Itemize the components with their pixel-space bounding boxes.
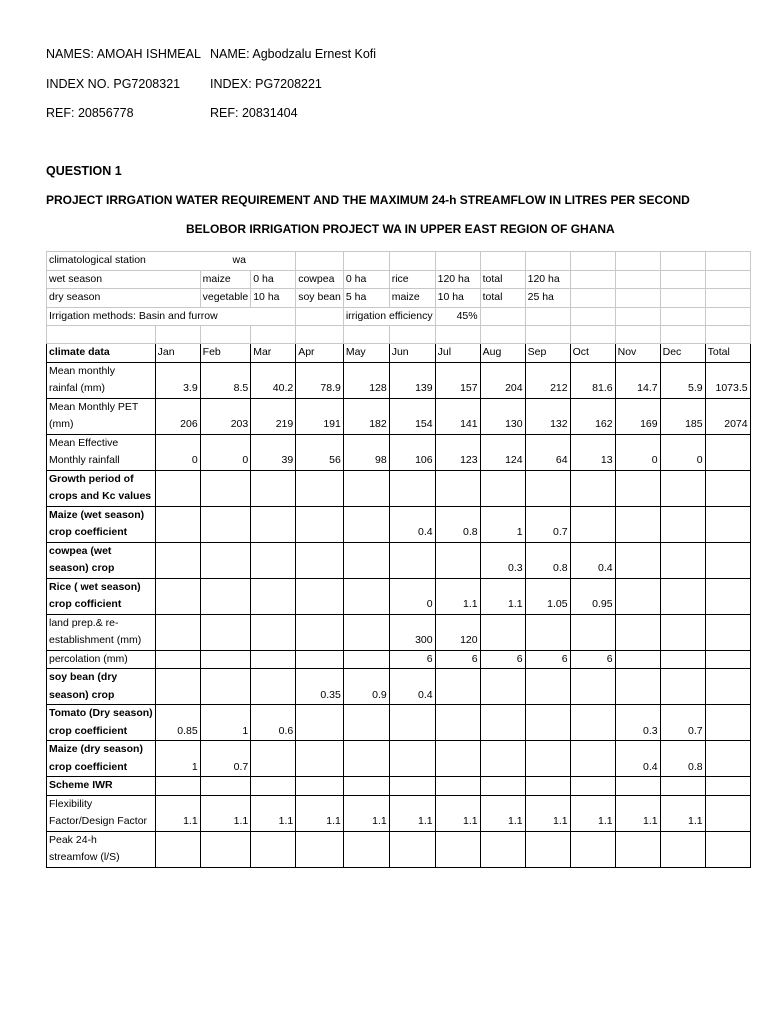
row-label-line2: crop cofficient — [47, 596, 156, 614]
row-label-line2: establishment (mm) — [47, 632, 156, 650]
table-cell: 0.3 — [480, 542, 525, 578]
dry-area-maize: 10 ha — [435, 289, 480, 308]
table-cell: 300 — [389, 614, 435, 650]
table-cell — [389, 470, 435, 506]
table-cell: 0 — [155, 434, 200, 470]
irrigation-method: Irrigation methods: Basin and furrow — [47, 307, 296, 326]
table-cell — [296, 777, 344, 796]
table-cell: 6 — [480, 650, 525, 669]
info-row-station — [47, 252, 751, 271]
table-cell: 1.1 — [660, 795, 705, 831]
table-cell — [480, 777, 525, 796]
table-cell — [343, 777, 389, 796]
table-cell: 5.9 — [660, 362, 705, 398]
table-cell — [615, 669, 660, 705]
table-cell — [343, 470, 389, 506]
table-row — [47, 831, 751, 849]
table-cell: 40.2 — [251, 362, 296, 398]
table-row — [47, 434, 751, 452]
wet-crop-rice: rice — [389, 270, 435, 289]
table-cell — [343, 578, 389, 614]
table-cell — [660, 578, 705, 614]
table-cell: 64 — [525, 434, 570, 470]
row-label-line2: streamfow (l/S) — [47, 849, 156, 867]
table-cell: 1.1 — [389, 795, 435, 831]
table-cell — [200, 578, 251, 614]
table-cell — [705, 434, 750, 470]
table-cell — [570, 741, 615, 777]
row-label-line2: Monthly rainfall — [47, 452, 156, 470]
station-label: climatological station wa — [47, 252, 296, 271]
student2-index: INDEX: PG7208221 — [210, 77, 322, 91]
table-row — [47, 398, 751, 416]
table-cell: 0.8 — [525, 542, 570, 578]
dry-area-vegetable: 10 ha — [251, 289, 296, 308]
table-cell: 123 — [435, 434, 480, 470]
table-row — [47, 614, 751, 632]
table-cell — [705, 542, 750, 578]
table-cell — [343, 614, 389, 650]
dry-season-label: dry season — [47, 289, 201, 308]
table-cell — [705, 470, 750, 506]
table-cell: 0.4 — [570, 542, 615, 578]
table-cell — [296, 542, 344, 578]
table-cell: 169 — [615, 398, 660, 434]
table-cell — [570, 669, 615, 705]
table-cell — [389, 777, 435, 796]
table-cell — [615, 614, 660, 650]
column-header: Aug — [480, 344, 525, 363]
table-cell — [251, 506, 296, 542]
table-cell: 0.7 — [660, 705, 705, 741]
table-cell: 13 — [570, 434, 615, 470]
table-cell — [660, 650, 705, 669]
table-cell: 8.5 — [200, 362, 251, 398]
table-cell: 56 — [296, 434, 344, 470]
table-row — [47, 578, 751, 596]
table-cell — [705, 669, 750, 705]
wet-total-label: total — [480, 270, 525, 289]
student1-name: NAMES: AMOAH ISHMEAL — [46, 47, 201, 61]
table-cell — [660, 777, 705, 796]
table-cell — [296, 470, 344, 506]
table-cell — [525, 831, 570, 867]
table-cell — [200, 470, 251, 506]
table-cell — [705, 614, 750, 650]
table-cell: 124 — [480, 434, 525, 470]
table-cell — [705, 831, 750, 867]
table-row — [47, 705, 751, 723]
table-cell: 1 — [155, 741, 200, 777]
row-label: Rice ( wet season) — [47, 578, 156, 596]
table-cell — [480, 831, 525, 867]
table-cell — [570, 777, 615, 796]
spacer-row — [47, 326, 751, 344]
table-cell — [705, 795, 750, 831]
table-cell — [705, 506, 750, 542]
table-cell: 157 — [435, 362, 480, 398]
info-row-wet-season — [47, 270, 751, 289]
table-cell: 212 — [525, 362, 570, 398]
row-label: Tomato (Dry season) — [47, 705, 156, 723]
student2-ref: REF: 20831404 — [210, 106, 298, 120]
wet-crop-maize: maize — [200, 270, 251, 289]
row-label: land prep.& re- — [47, 614, 156, 632]
table-cell: 39 — [251, 434, 296, 470]
wet-area-cowpea: 0 ha — [343, 270, 389, 289]
row-label-line2: crop coefficient — [47, 524, 156, 542]
info-row-dry-season — [47, 289, 751, 308]
table-cell — [615, 831, 660, 867]
table-cell — [251, 669, 296, 705]
table-cell — [660, 614, 705, 650]
wet-crop-cowpea: cowpea — [296, 270, 344, 289]
table-cell — [435, 831, 480, 867]
table-cell: 0.4 — [389, 506, 435, 542]
table-cell: 1 — [200, 705, 251, 741]
row-label: Maize (dry season) — [47, 741, 156, 759]
row-label: Scheme IWR — [47, 777, 156, 796]
table-cell: 185 — [660, 398, 705, 434]
table-cell — [615, 470, 660, 506]
table-cell — [615, 777, 660, 796]
table-cell: 130 — [480, 398, 525, 434]
table-row — [47, 650, 751, 669]
table-cell: 0.8 — [435, 506, 480, 542]
table-cell — [296, 831, 344, 867]
row-label: soy bean (dry — [47, 669, 156, 687]
row-label: percolation (mm) — [47, 650, 156, 669]
student2-name: NAME: Agbodzalu Ernest Kofi — [210, 47, 377, 61]
table-cell — [435, 669, 480, 705]
table-cell — [435, 470, 480, 506]
table-cell — [296, 614, 344, 650]
table-cell — [435, 741, 480, 777]
table-cell — [251, 741, 296, 777]
table-cell — [343, 705, 389, 741]
table-cell: 1.1 — [435, 795, 480, 831]
table-cell — [155, 578, 200, 614]
table-cell: 141 — [435, 398, 480, 434]
table-cell: 0.4 — [615, 741, 660, 777]
table-row — [47, 470, 751, 488]
table-cell — [525, 669, 570, 705]
table-cell: 1.1 — [155, 795, 200, 831]
table-cell: 78.9 — [296, 362, 344, 398]
table-cell: 0.9 — [343, 669, 389, 705]
table-cell — [200, 614, 251, 650]
table-cell: 1.1 — [435, 578, 480, 614]
table-row — [47, 506, 751, 524]
table-cell: 162 — [570, 398, 615, 434]
wet-area-rice: 120 ha — [435, 270, 480, 289]
project-subtitle: BELOBOR IRRIGATION PROJECT WA IN UPPER EAST REGION OF GHANA — [186, 222, 615, 236]
column-header: Mar — [251, 344, 296, 363]
table-cell: 6 — [525, 650, 570, 669]
table-cell — [615, 506, 660, 542]
table-cell — [660, 669, 705, 705]
column-header: Oct — [570, 344, 615, 363]
table-cell — [251, 470, 296, 506]
row-label: cowpea (wet — [47, 542, 156, 560]
table-cell — [296, 506, 344, 542]
column-header: climate data — [47, 344, 156, 363]
table-cell — [480, 669, 525, 705]
column-header: Jun — [389, 344, 435, 363]
student1-index: INDEX NO. PG7208321 — [46, 77, 181, 91]
table-cell — [480, 705, 525, 741]
table-cell — [525, 741, 570, 777]
table-cell: 2074 — [705, 398, 750, 434]
table-cell: 0 — [615, 434, 660, 470]
dry-total-value: 25 ha — [525, 289, 570, 308]
row-label-line2: season) crop — [47, 687, 156, 705]
wet-area-maize: 0 ha — [251, 270, 296, 289]
table-cell: 14.7 — [615, 362, 660, 398]
table-cell — [435, 542, 480, 578]
table-cell — [435, 705, 480, 741]
table-cell — [525, 705, 570, 741]
table-cell — [660, 831, 705, 867]
table-cell: 0.85 — [155, 705, 200, 741]
row-label: Flexibility — [47, 795, 156, 813]
table-cell — [525, 614, 570, 650]
table-row — [47, 777, 751, 796]
table-cell — [705, 741, 750, 777]
table-cell: 0 — [200, 434, 251, 470]
table-row — [47, 362, 751, 380]
table-cell — [570, 705, 615, 741]
table-cell — [480, 614, 525, 650]
row-label: Mean monthly — [47, 362, 156, 380]
table-cell — [296, 741, 344, 777]
table-cell — [155, 777, 200, 796]
table-cell: 203 — [200, 398, 251, 434]
table-cell: 132 — [525, 398, 570, 434]
dry-total-label: total — [480, 289, 525, 308]
table-cell — [343, 741, 389, 777]
table-cell — [200, 506, 251, 542]
table-cell — [155, 831, 200, 867]
table-cell — [200, 542, 251, 578]
table-cell — [660, 542, 705, 578]
table-cell — [615, 578, 660, 614]
table-cell: 1073.5 — [705, 362, 750, 398]
table-cell: 81.6 — [570, 362, 615, 398]
wet-season-label: wet season — [47, 270, 201, 289]
table-cell: 182 — [343, 398, 389, 434]
table-cell: 1.1 — [480, 578, 525, 614]
table-cell: 219 — [251, 398, 296, 434]
student1-ref: REF: 20856778 — [46, 106, 134, 120]
table-cell: 128 — [343, 362, 389, 398]
table-cell — [200, 669, 251, 705]
table-cell — [251, 542, 296, 578]
table-cell — [343, 831, 389, 867]
question-heading: QUESTION 1 — [46, 164, 122, 178]
row-label-line2: crop coefficient — [47, 759, 156, 777]
dry-area-soybean: 5 ha — [343, 289, 389, 308]
table-cell: 1.1 — [615, 795, 660, 831]
column-header: Feb — [200, 344, 251, 363]
column-header: Nov — [615, 344, 660, 363]
table-cell — [251, 578, 296, 614]
wet-total-value: 120 ha — [525, 270, 570, 289]
table-cell — [525, 470, 570, 506]
document-title: PROJECT IRRGATION WATER REQUIREMENT AND THE MAXIMUM 24-h STREAMFLOW IN LITRES PER SECOND — [46, 193, 690, 207]
row-label-line2: season) crop — [47, 560, 156, 578]
table-cell — [155, 669, 200, 705]
table-cell: 6 — [570, 650, 615, 669]
table-cell — [525, 777, 570, 796]
row-label: Mean Effective — [47, 434, 156, 452]
table-cell — [480, 741, 525, 777]
table-cell — [200, 650, 251, 669]
table-cell — [343, 506, 389, 542]
table-cell: 1.1 — [296, 795, 344, 831]
table-cell: 1.1 — [480, 795, 525, 831]
table-cell — [389, 542, 435, 578]
table-cell — [389, 831, 435, 867]
table-cell — [389, 705, 435, 741]
table-cell: 0.6 — [251, 705, 296, 741]
table-cell: 204 — [480, 362, 525, 398]
column-header: May — [343, 344, 389, 363]
table-cell — [251, 777, 296, 796]
table-cell: 191 — [296, 398, 344, 434]
table-cell: 0.4 — [389, 669, 435, 705]
column-header: Jul — [435, 344, 480, 363]
table-cell: 0.3 — [615, 705, 660, 741]
table-cell — [660, 506, 705, 542]
table-cell: 1 — [480, 506, 525, 542]
table-cell — [155, 650, 200, 669]
table-cell — [570, 614, 615, 650]
dry-crop-soybean: soy bean — [296, 289, 344, 308]
table-cell: 1.1 — [343, 795, 389, 831]
table-cell — [296, 650, 344, 669]
table-cell: 0.7 — [525, 506, 570, 542]
irrigation-table — [46, 251, 751, 868]
column-header: Apr — [296, 344, 344, 363]
table-cell: 120 — [435, 614, 480, 650]
table-cell: 0.7 — [200, 741, 251, 777]
table-cell — [155, 614, 200, 650]
table-cell: 0 — [660, 434, 705, 470]
irrigation-efficiency-value: 45% — [435, 307, 480, 326]
table-cell: 6 — [389, 650, 435, 669]
table-row — [47, 542, 751, 560]
table-cell — [389, 741, 435, 777]
row-label: Growth period of — [47, 470, 156, 488]
table-cell: 3.9 — [155, 362, 200, 398]
irrigation-efficiency-label: irrigation efficiency — [343, 307, 435, 326]
table-cell: 0.8 — [660, 741, 705, 777]
column-header: Total — [705, 344, 750, 363]
table-row — [47, 795, 751, 813]
table-cell — [660, 470, 705, 506]
dry-crop-vegetable: vegetable — [200, 289, 251, 308]
table-cell — [155, 506, 200, 542]
table-cell — [570, 470, 615, 506]
table-cell: 0.95 — [570, 578, 615, 614]
table-cell: 1.1 — [525, 795, 570, 831]
table-cell — [705, 650, 750, 669]
column-header: Sep — [525, 344, 570, 363]
table-cell: 1.05 — [525, 578, 570, 614]
table-cell — [251, 614, 296, 650]
table-cell — [343, 542, 389, 578]
table-cell — [296, 705, 344, 741]
table-cell: 1.1 — [570, 795, 615, 831]
table-cell: 6 — [435, 650, 480, 669]
row-label-line2: crops and Kc values — [47, 488, 156, 506]
table-cell — [570, 506, 615, 542]
table-row — [47, 669, 751, 687]
row-label-line2: rainfal (mm) — [47, 380, 156, 398]
table-cell — [570, 831, 615, 867]
table-cell: 0.35 — [296, 669, 344, 705]
table-cell: 98 — [343, 434, 389, 470]
row-label-line2: Factor/Design Factor — [47, 813, 156, 831]
table-cell — [705, 777, 750, 796]
table-cell — [296, 578, 344, 614]
table-cell — [200, 777, 251, 796]
table-cell — [705, 705, 750, 741]
table-cell — [155, 542, 200, 578]
table-cell — [480, 470, 525, 506]
table-cell — [200, 831, 251, 867]
row-label: Maize (wet season) — [47, 506, 156, 524]
table-cell — [343, 650, 389, 669]
table-cell — [615, 650, 660, 669]
table-cell: 106 — [389, 434, 435, 470]
table-cell: 0 — [389, 578, 435, 614]
table-cell: 154 — [389, 398, 435, 434]
table-cell: 1.1 — [200, 795, 251, 831]
table-cell: 139 — [389, 362, 435, 398]
table-cell — [435, 777, 480, 796]
row-label: Mean Monthly PET — [47, 398, 156, 416]
table-cell — [615, 542, 660, 578]
column-header: Dec — [660, 344, 705, 363]
column-header-row — [47, 344, 751, 363]
column-header: Jan — [155, 344, 200, 363]
row-label-line2: crop coefficient — [47, 723, 156, 741]
table-cell — [155, 470, 200, 506]
dry-crop-maize: maize — [389, 289, 435, 308]
info-row-method — [47, 307, 751, 326]
station-value: wa — [232, 254, 246, 266]
table-cell — [251, 831, 296, 867]
table-cell — [705, 578, 750, 614]
row-label: Peak 24-h — [47, 831, 156, 849]
table-cell: 206 — [155, 398, 200, 434]
row-label-line2: (mm) — [47, 416, 156, 434]
table-row — [47, 741, 751, 759]
table-cell — [251, 650, 296, 669]
table-cell: 1.1 — [251, 795, 296, 831]
